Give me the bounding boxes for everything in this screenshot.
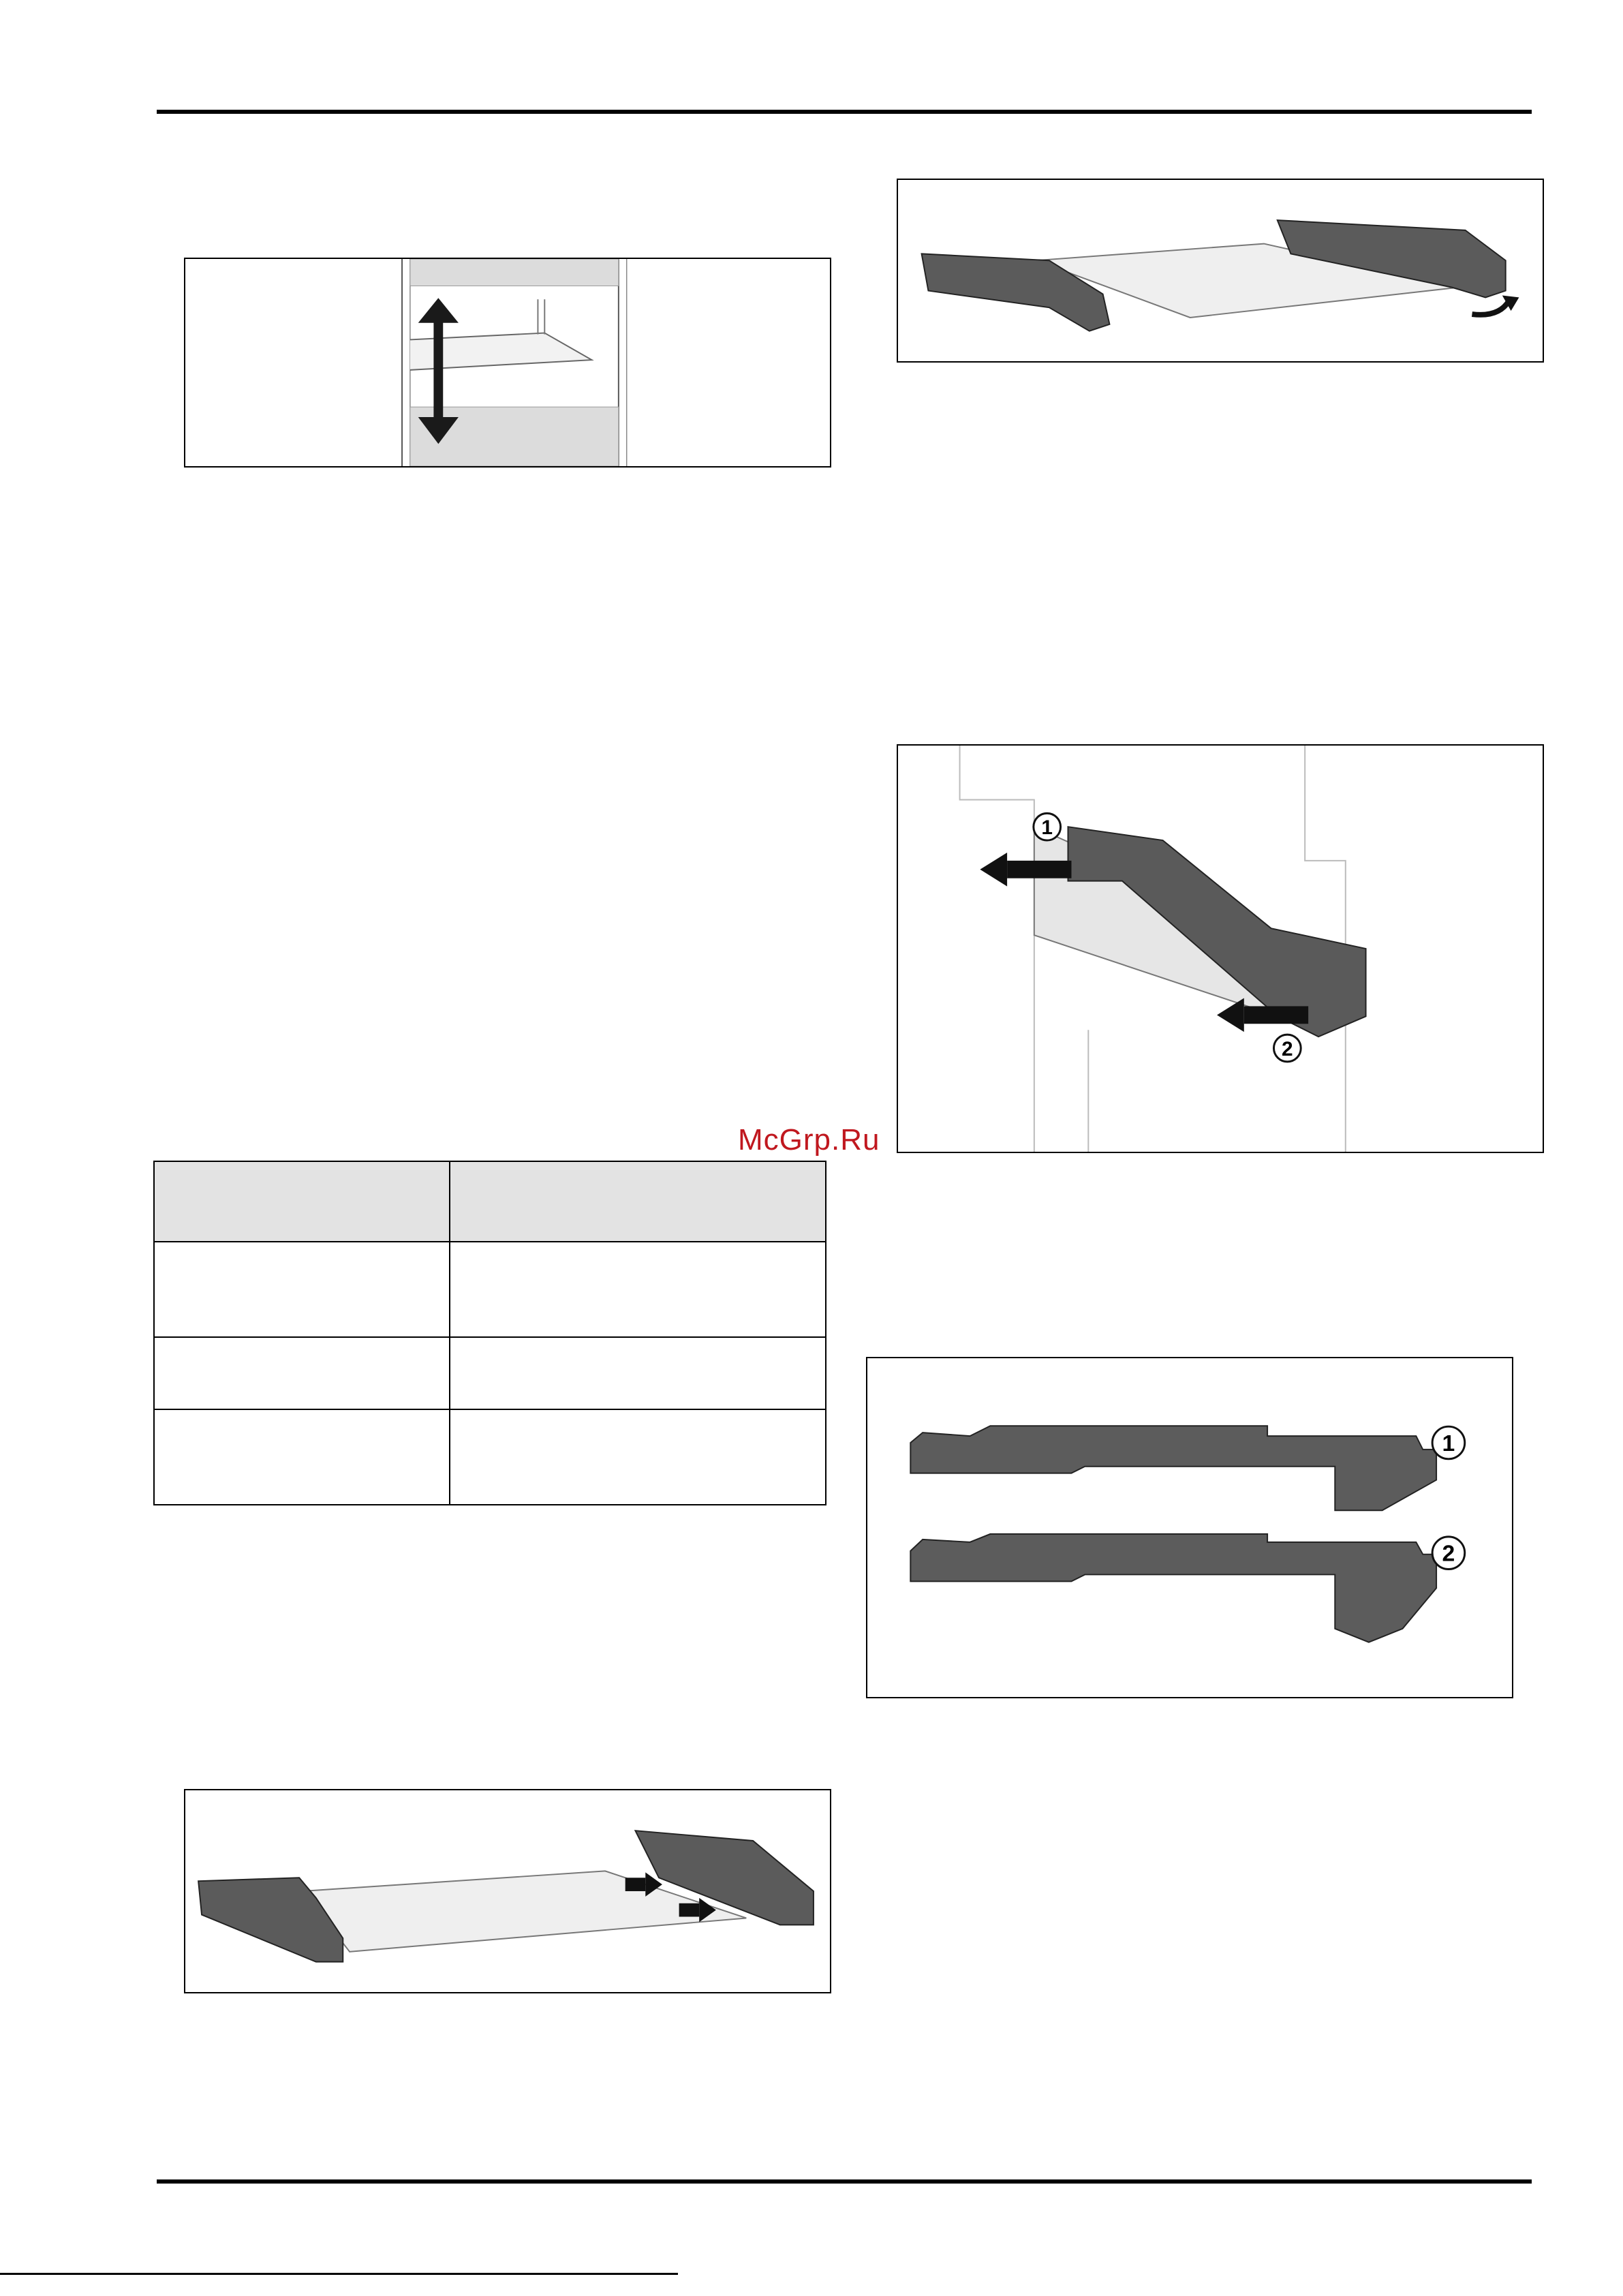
header-rule [157,110,1532,114]
figure-shelf-adjust [184,258,831,468]
footer-rule [157,2179,1532,2184]
table-header-row [154,1161,826,1242]
table-cell [450,1337,826,1409]
callout-2-label: 2 [1282,1037,1293,1060]
figure-rail-remove [897,744,1544,1153]
shelf-bottom-illustration [185,1790,830,1992]
double-arrow-vertical-icon [418,298,459,444]
watermark: McGrp.Ru [738,1123,880,1157]
figure-shelf-top [897,179,1544,363]
shelf-top-illustration [898,180,1543,361]
callout-1 [1432,1426,1465,1459]
table-cell [450,1242,826,1337]
data-table [153,1161,826,1505]
figure-shelf-bottom [184,1789,831,1993]
table-row [154,1337,826,1409]
callout-2-label: 2 [1442,1540,1455,1567]
rail-remove-illustration [898,746,1543,1152]
table-cell [450,1409,826,1505]
callout-2 [1432,1537,1465,1570]
table-header-cell [154,1161,450,1242]
callout-1-label: 1 [1442,1430,1455,1456]
shelf-adjust-illustration [185,259,830,466]
table-cell [154,1242,450,1337]
table-row [154,1409,826,1505]
rail-types-illustration [867,1358,1512,1697]
footer-thin-line [0,2273,678,2275]
table-header-cell [450,1161,826,1242]
table-cell [154,1409,450,1505]
table-cell [154,1337,450,1409]
curved-arrow-icon [1472,295,1519,314]
figure-rail-types [866,1357,1513,1698]
callout-2 [1273,1035,1301,1062]
table-row [154,1242,826,1337]
callout-1-label: 1 [1041,816,1053,840]
callout-1 [1034,813,1061,840]
